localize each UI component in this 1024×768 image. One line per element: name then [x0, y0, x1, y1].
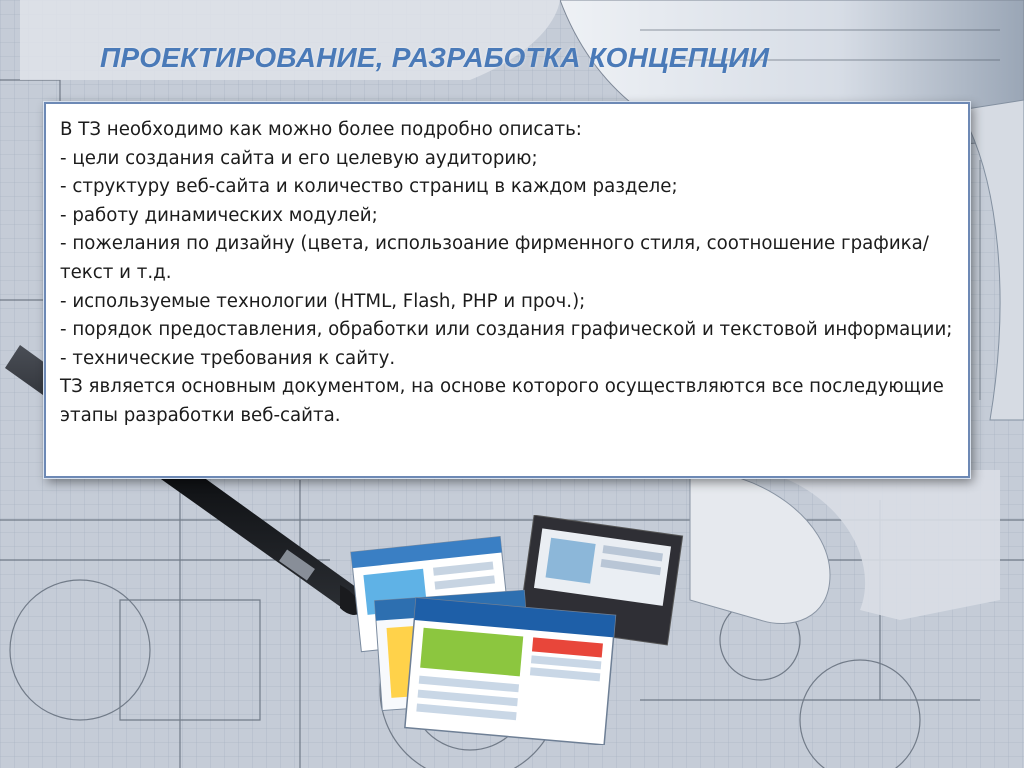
paragraph-conclusion: ТЗ является основным документом, на основе которого осуществляются все последующие этапы разработки веб-сайта.	[60, 376, 944, 426]
website-screenshots-illustration	[340, 515, 700, 745]
body-text	[60, 116, 954, 431]
list-item-content: - порядок предоставления, обработки или создания графической и текстовой информации;	[60, 319, 953, 341]
text-card	[44, 102, 970, 478]
slide-title: ПРОЕКТИРОВАНИЕ, РАЗРАБОТКА КОНЦЕПЦИИ	[100, 42, 770, 73]
list-item-structure: - структуру веб-сайта и количество страниц в каждом разделе;	[60, 176, 678, 198]
list-item-modules: - работу динамических модулей;	[60, 204, 378, 226]
list-item-requirements: - технические требования к сайту.	[60, 347, 396, 369]
paragraph-intro: В ТЗ необходимо как можно более подробно описать:	[60, 119, 582, 140]
list-item-technologies: - используемые технологии (HTML, Flash, PHP и проч.);	[60, 290, 586, 312]
list-item-design: - пожелания по дизайну (цвета, использоание фирменного стиля, соотношение графика/текст и т.д.	[60, 233, 929, 283]
list-item-goals: - цели создания сайта и его целевую аудиторию;	[60, 147, 538, 169]
